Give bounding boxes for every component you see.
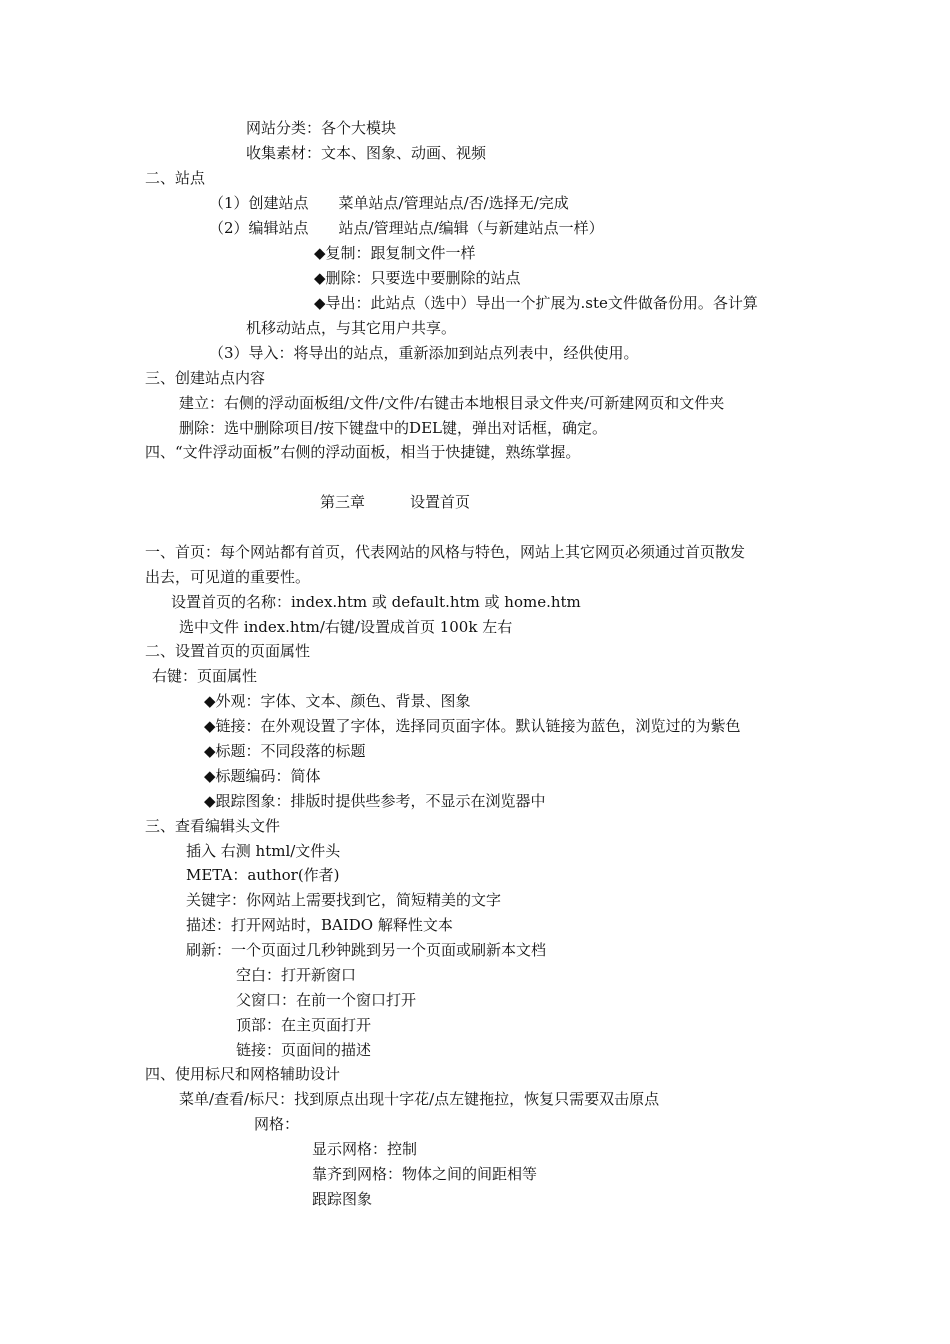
text-line: 菜单/查看/标尺：找到原点出现十字花/点左键拖拉，恢复只需要双击原点 — [179, 1090, 660, 1108]
section-heading: 二、设置首页的页面属性 — [145, 642, 311, 660]
text-line: 网站分类：各个大模块 — [246, 119, 397, 137]
bullet-item: ◆标题：不同段落的标题 — [204, 742, 366, 760]
section-heading: 三、创建站点内容 — [145, 369, 266, 387]
section-heading: 四、使用标尺和网格辅助设计 — [145, 1065, 341, 1083]
bullet-item: ◆标题编码：简体 — [204, 767, 321, 785]
section-heading: 四、“文件浮动面板”右侧的浮动面板，相当于快捷键，熟练掌握。 — [145, 443, 581, 461]
text-line: 建立：右侧的浮动面板组/文件/文件/右键击本地根目录文件夹/可新建网页和文件夹 — [179, 394, 725, 412]
bullet-item: ◆外观：字体、文本、颜色、背景、图象 — [204, 692, 471, 710]
text-line: 删除：选中删除项目/按下键盘中的DEL键，弹出对话框，确定。 — [179, 419, 607, 437]
bullet-item: ◆删除：只要选中要删除的站点 — [314, 269, 521, 287]
chapter-title: 第三章 设置首页 — [320, 493, 471, 511]
text-line: 关键字：你网站上需要找到它，简短精美的文字 — [186, 891, 502, 909]
text-line: 网格： — [254, 1115, 300, 1133]
text-line: 父窗口：在前一个窗口打开 — [236, 991, 417, 1009]
text-line: 出去，可见道的重要性。 — [145, 568, 311, 586]
text-line: 空白：打开新窗口 — [236, 966, 357, 984]
text-line: （2）编辑站点 站点/管理站点/编辑（与新建站点一样） — [209, 219, 604, 237]
text-line: 右键：页面属性 — [152, 667, 258, 685]
text-line: 描述：打开网站时，BAIDO 解释性文本 — [186, 916, 453, 934]
text-line: META：author(作者) — [186, 866, 340, 884]
text-line: 插入 右测 html/文件头 — [186, 842, 341, 860]
text-line: 链接：页面间的描述 — [236, 1041, 372, 1059]
text-line: （3）导入：将导出的站点，重新添加到站点列表中，经供使用。 — [209, 344, 639, 362]
text-line: 选中文件 index.htm/右键/设置成首页 100k 左右 — [179, 618, 513, 636]
bullet-item: ◆跟踪图象：排版时提供些参考，不显示在浏览器中 — [204, 792, 546, 810]
text-line: 靠齐到网格：物体之间的间距相等 — [312, 1165, 538, 1183]
text-line: 跟踪图象 — [312, 1190, 373, 1208]
bullet-item: ◆复制：跟复制文件一样 — [314, 244, 476, 262]
text-line: 显示网格：控制 — [312, 1140, 418, 1158]
bullet-item: ◆导出：此站点（选中）导出一个扩展为.ste文件做备份用。各计算 — [314, 294, 758, 312]
text-line: （1）创建站点 菜单站点/管理站点/否/选择无/完成 — [209, 194, 569, 212]
section-heading: 二、站点 — [145, 169, 206, 187]
text-line: 顶部：在主页面打开 — [236, 1016, 372, 1034]
text-line: 收集素材：文本、图象、动画、视频 — [246, 144, 487, 162]
section-heading: 一、首页：每个网站都有首页，代表网站的风格与特色，网站上其它网页必须通过首页散发 — [145, 543, 746, 561]
text-line: 机移动站点，与其它用户共享。 — [246, 319, 457, 337]
text-line: 刷新：一个页面过几秒钟跳到另一个页面或刷新本文档 — [186, 941, 547, 959]
section-heading: 三、查看编辑头文件 — [145, 817, 281, 835]
text-line: 设置首页的名称：index.htm 或 default.htm 或 home.htm — [171, 593, 581, 611]
bullet-item: ◆链接：在外观设置了字体，选择同页面字体。默认链接为蓝色，浏览过的为紫色 — [204, 717, 741, 735]
